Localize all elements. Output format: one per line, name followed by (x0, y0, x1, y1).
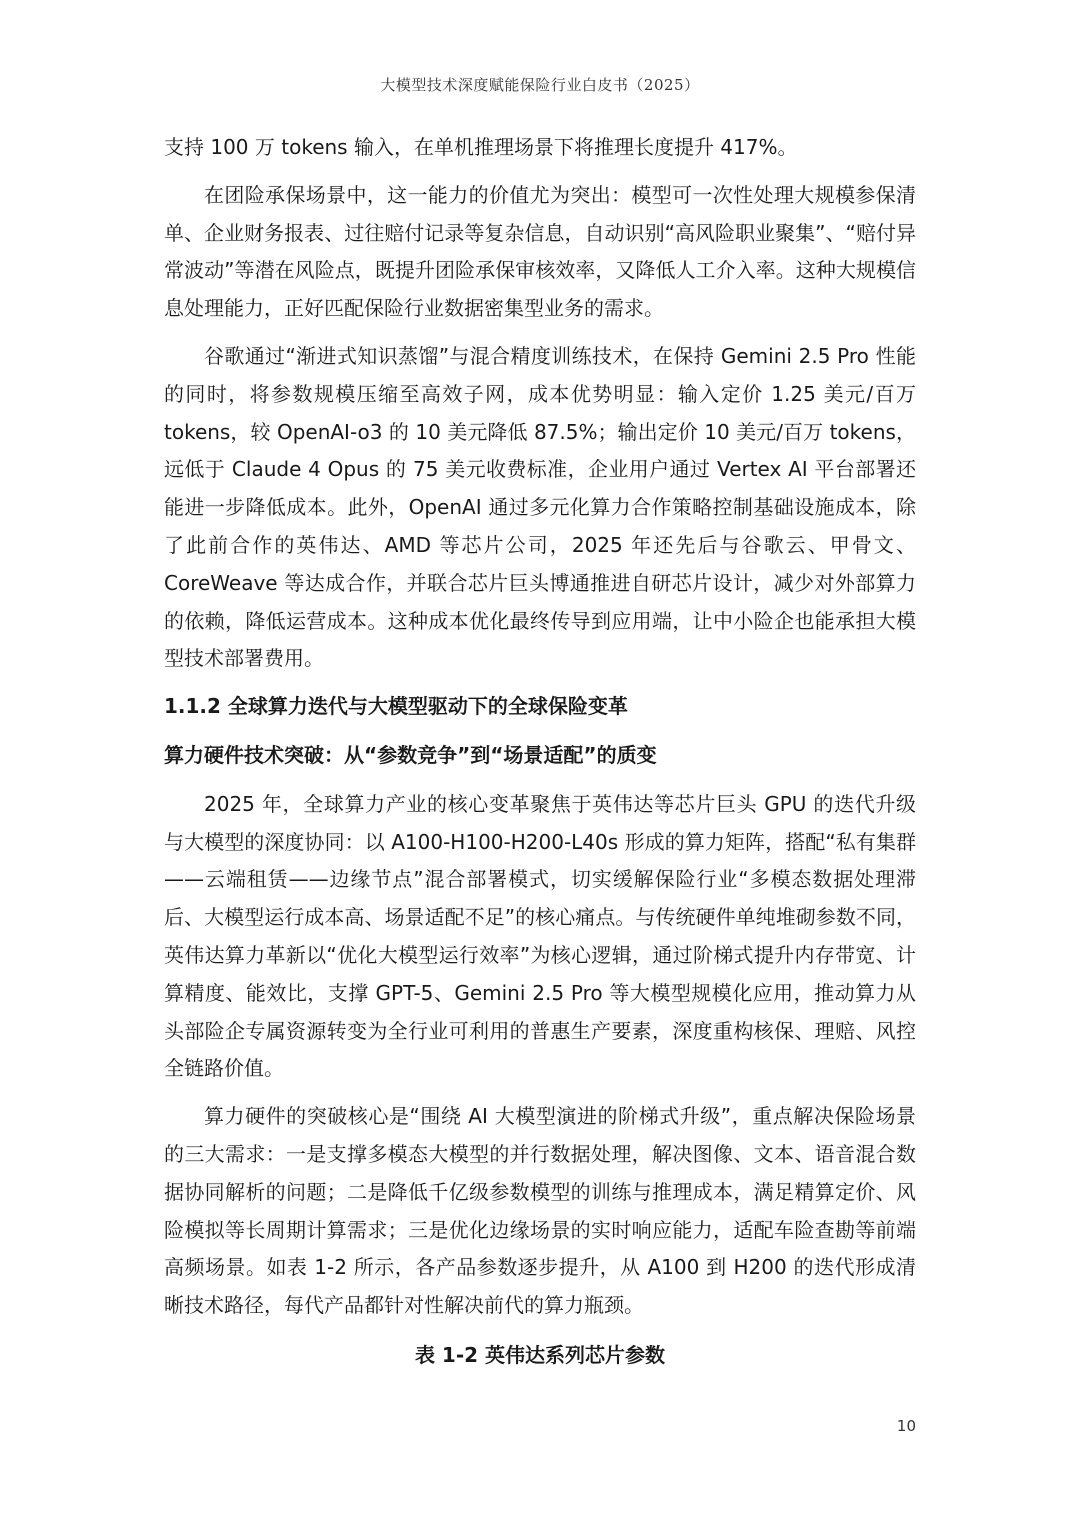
paragraph-hardware-core: 算力硬件的突破核心是“围绕 AI 大模型演进的阶梯式升级”，重点解决保险场景的三大需求：一是支撑多模态大模型的并行数据处理，解决图像、文本、语音混合数据协同解析的问题；二是降低千亿级参数模型的训练与推理成本，满足精算定价、风险模拟等长周期计算需求；三是优化边缘场景的实时响应能力，适配车险查勘等前端高频场景。如表 1-2 所示，各产品参数逐步提升，从 A100 到 H200 的迭代形成清晰技术路径，每代产品都针对性解决前代的算力瓶颈。 (164, 1104, 916, 1318)
sub-heading: 算力硬件技术突破：从“参数竞争”到“场景适配”的质变 (164, 742, 657, 767)
running-header: 大模型技术深度赋能保险行业白皮书（2025） (380, 76, 700, 94)
paragraph-continued: 支持 100 万 tokens 输入，在单机推理场景下将推理长度提升 417%。 (164, 135, 798, 159)
section-heading: 1.1.2 全球算力迭代与大模型驱动下的全球保险变革 (164, 694, 628, 719)
paragraph-group-insurance: 在团险承保场景中，这一能力的价值尤为突出：模型可一次性处理大规模参保清单、企业财务报表、过往赔付记录等复杂信息，自动识别“高风险职业聚集”、“赔付异常波动”等潜在风险点，既提升团险承保审核效率，又降低人工介入率。这种大规模信息处理能力，正好匹配保险行业数据密集型业务的需求。 (164, 182, 916, 321)
page-number: 10 (896, 1417, 916, 1435)
paragraph-compute-2025: 2025 年，全球算力产业的核心变革聚焦于英伟达等芯片巨头 GPU 的迭代升级与大模型的深度协同：以 A100-H100-H200-L40s 形成的算力矩阵，搭配“私有集群——云端租赁——边缘节点”混合部署模式，切实缓解保险行业“多模态数据处理滞后、大模型运行成本高、场景适配不足”的核心痛点。与传统硬件单纯堆砌参数不同，英伟达算力革新以“优化大模型运行效率”为核心逻辑，通过阶梯式提升内存带宽、计算精度、能效比，支撑 GPT-5、Gemini 2.5 Pro 等大模型规模化应用，推动算力从头部险企专属资源转变为全行业可利用的普惠生产要素，深度重构核保、理赔、风控全链路价值。 (164, 791, 916, 1081)
table-caption: 表 1-2 英伟达系列芯片参数 (414, 1342, 666, 1367)
page-content (164, 129, 916, 1375)
paragraph-google-cost: 谷歌通过“渐进式知识蒸馏”与混合精度训练技术，在保持 Gemini 2.5 Pro 性能的同时，将参数规模压缩至高效子网，成本优势明显：输入定价 1.25 美元/百万 tokens，较 OpenAI-o3 的 10 美元降低 87.5%；输出定价 10 美元/百万 tokens，远低于 Claude 4 Opus 的 75 美元收费标准，企业用户通过 Vertex AI 平台部署还能进一步降低成本。此外，OpenAI 通过多元化算力合作策略控制基础设施成本，除了此前合作的英伟达、AMD 等芯片公司，2025 年还先后与谷歌云、甲骨文、CoreWeave 等达成合作，并联合芯片巨头博通推进自研芯片设计，减少对外部算力的依赖，降低运营成本。这种成本优化最终传导到应用端，让中小险企也能承担大模型技术部署费用。 (164, 343, 916, 671)
